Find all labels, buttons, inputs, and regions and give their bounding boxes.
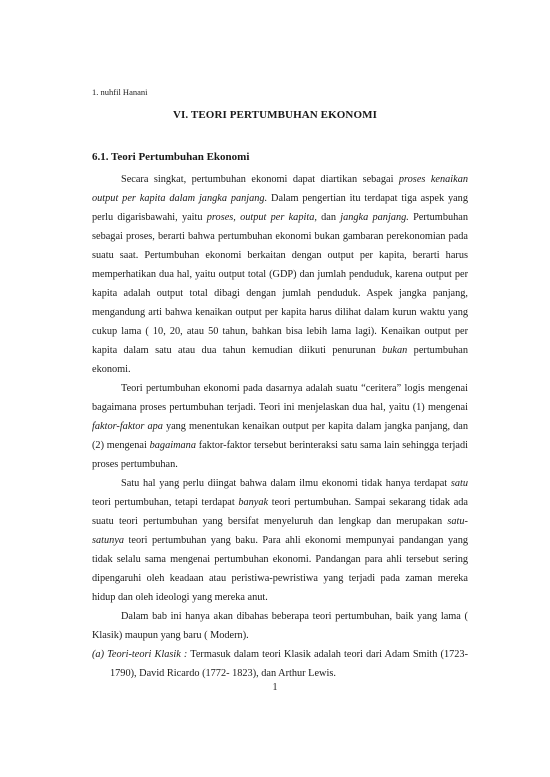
emphasis: proses, output per kapita (206, 212, 315, 223)
paragraph-theory: Teori pertumbuhan ekonomi pada dasarnya adalah suatu “ceritera” logis mengenai bagaimana proses pertumbuhan terjadi. Teori ini menjelaskan dua hal, yaitu (1) mengenai faktor-faktor apa yang menentukan kenaikan output per kapita dalam jangka panjang, dan (2) mengenai bagaimana faktor-faktor tersebut berinteraksi satu sama lain sehingga terjadi proses pertumbuhan. (92, 383, 469, 470)
list-item-heading: (a) Teori-teori Klasik : (92, 649, 188, 660)
emphasis: faktor-faktor apa (92, 421, 163, 432)
paragraph-scope: Dalam bab ini hanya akan dibahas beberapa teori pertumbuhan, baik yang lama ( Klasik) maupun yang baru ( Modern). (92, 611, 468, 641)
body-text (92, 170, 468, 683)
emphasis: bukan (382, 345, 408, 356)
paragraph-definition: Secara singkat, pertumbuhan ekonomi dapat diartikan sebagai proses kenaikan output per kapita dalam jangka panjang. Dalam pengertian itu terdapat tiga aspek yang perlu digarisbawahi, yaitu proses, output per kapita, dan jangka panjang. Pertumbuhan sebagai proses, berarti bahwa pertumbuhan ekonomi bukan gambaran perekonomian pada suatu saat. Pertumbuhan ekonomi berkaitan dengan output per kapita, berarti harus memperhatikan dua hal, yaitu output total (GDP) dan jumlah penduduk, karena output per kapita adalah output total dibagi dengan jumlah penduduk. Aspek jangka panjang, mengandung arti bahwa kenaikan output per kapita harus dilihat dalam kurun waktu yang cukup lama ( 10, 20, atau 50 tahun, bahkan bisa lebih lama lagi). Kenaikan output per kapita dalam satu atau dua tahun kemudian diikuti penurunan bukan pertumbuhan ekonomi. (92, 174, 469, 375)
emphasis: proses kenaikan output per kapita dalam jangka panjang. (92, 174, 468, 204)
paragraph-many-theories: Satu hal yang perlu diingat bahwa dalam ilmu ekonomi tidak hanya terdapat satu teori pertumbuhan, tetapi terdapat banyak teori pertumbuhan. Sampai sekarang tidak ada suatu teori pertumbuhan yang bersifat menyeluruh dan lengkap dan merupakan satu-satunya teori pertumbuhan yang baku. Para ahli ekonomi mempunyai pandangan yang tidak selalu sama mengenai pertumbuhan ekonomi. Pandangan para ahli tersebut sering dipengaruhi oleh keadaan atau peristiwa-pewristiwa yang terjadi pada zaman mereka hidup dan oleh ideologi yang mereka anut. (92, 478, 468, 603)
emphasis: satu-satunya (92, 516, 468, 546)
emphasis: banyak (238, 497, 269, 508)
chapter-title: VI. TEORI PERTUMBUHAN EKONOMI (173, 109, 377, 121)
header-note: 1. nuhfil Hanani (92, 87, 148, 97)
emphasis: jangka panjang. (340, 212, 409, 223)
section-title: 6.1. Teori Pertumbuhan Ekonomi (92, 151, 250, 163)
list-item-classical: (a) Teori-teori Klasik : Termasuk dalam teori Klasik adalah teori dari Adam Smith (1723-1790), David Ricardo (1772- 1823), dan Arthur Lewis. (92, 649, 468, 679)
emphasis: satu (450, 478, 468, 489)
page-number: 1 (272, 682, 278, 693)
emphasis: bagaimana (149, 440, 196, 451)
